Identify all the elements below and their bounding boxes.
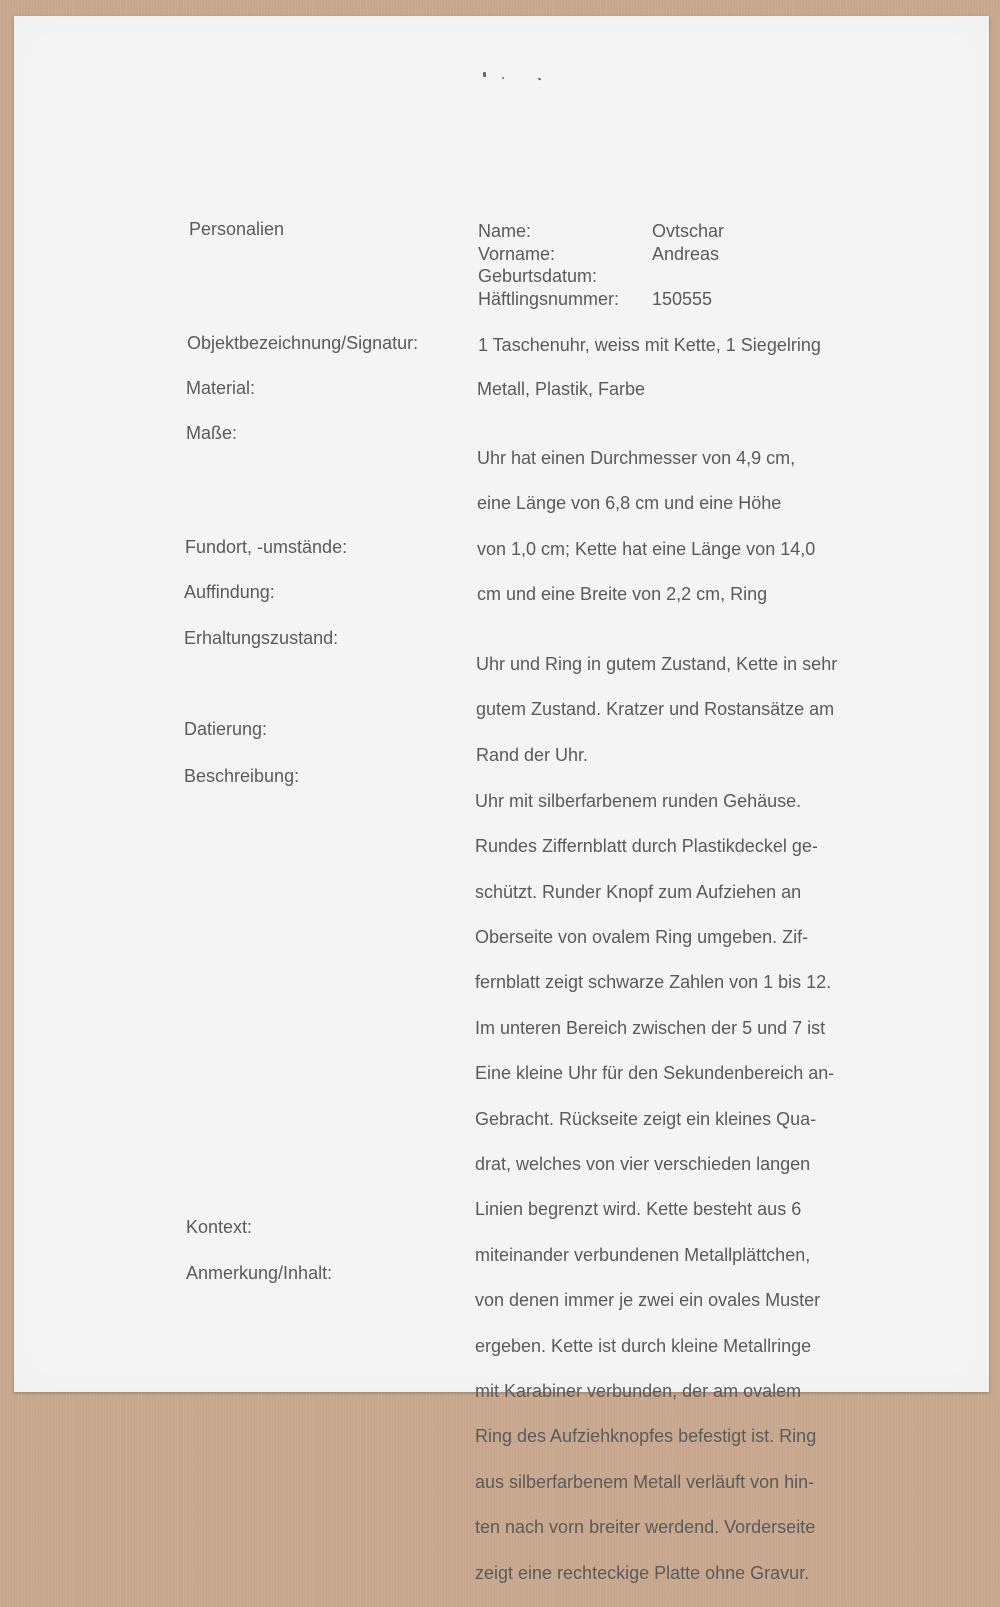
masse-label: Maße:	[186, 423, 238, 443]
ink-mark	[538, 77, 542, 80]
masse-line: von 1,0 cm; Kette hat eine Länge von 14,0	[477, 538, 816, 559]
name-label: Name:	[478, 221, 532, 241]
fundort-label: Fundort, -umstände:	[185, 537, 348, 557]
erhaltungszustand-value	[476, 630, 837, 789]
beschreibung-line: Eine kleine Uhr für den Sekundenbereich an-	[475, 1063, 835, 1084]
beschreibung-line: drat, welches von vier verschieden langen	[475, 1153, 811, 1174]
masse-value	[477, 424, 815, 628]
ink-mark	[502, 77, 504, 79]
auffindung-label: Auffindung:	[184, 582, 275, 602]
anmerkung-label: Anmerkung/Inhalt:	[186, 1263, 333, 1283]
objektbezeichnung-label: Objektbezeichnung/Signatur:	[187, 333, 419, 353]
beschreibung-line: Rundes Ziffernblatt durch Plastikdeckel ge-	[475, 836, 818, 857]
material-label: Material:	[186, 378, 256, 398]
personalien-label: Personalien	[189, 219, 285, 239]
beschreibung-line: von denen immer je zwei ein ovales Muster	[475, 1290, 821, 1311]
vorname-value: Andreas	[652, 244, 720, 264]
ink-marks	[480, 68, 550, 82]
erhaltungszustand-label: Erhaltungszustand:	[184, 628, 339, 648]
name-value: Ovtschar	[652, 221, 725, 241]
kontext-label: Kontext:	[186, 1217, 253, 1237]
ink-mark	[483, 72, 486, 77]
material-value: Metall, Plastik, Farbe	[477, 379, 646, 399]
geburtsdatum-label: Geburtsdatum:	[478, 266, 598, 286]
beschreibung-line: Gebracht. Rückseite zeigt ein kleines Qua-	[475, 1108, 817, 1129]
erhaltung-line: Uhr und Ring in gutem Zustand, Kette in sehr	[476, 653, 838, 674]
beschreibung-line: miteinander verbundenen Metallplättchen,	[475, 1244, 811, 1265]
beschreibung-line: fernblatt zeigt schwarze Zahlen von 1 bis 12.	[475, 972, 832, 993]
beschreibung-line: schützt. Runder Knopf zum Aufziehen an	[475, 881, 802, 902]
beschreibung-line: aus silberfarbenem Metall verläuft von hin-	[475, 1471, 815, 1492]
haeftlingsnummer-label: Häftlingsnummer:	[478, 289, 620, 309]
vorname-label: Vorname:	[478, 244, 556, 264]
beschreibung-line: mit Karabiner verbunden, der am ovalem	[475, 1380, 802, 1401]
objektbezeichnung-value: 1 Taschenuhr, weiss mit Kette, 1 Siegelring	[478, 335, 821, 355]
masse-line: eine Länge von 6,8 cm und eine Höhe	[477, 493, 782, 514]
beschreibung-line: Im unteren Bereich zwischen der 5 und 7 ist	[475, 1017, 826, 1038]
beschreibung-line: zeigt eine rechteckige Platte ohne Gravur.	[475, 1562, 810, 1583]
beschreibung-line: ten nach vorn breiter werdend. Vorderseite	[475, 1517, 816, 1538]
masse-line: Uhr hat einen Durchmesser von 4,9 cm,	[477, 447, 796, 468]
beschreibung-label: Beschreibung:	[184, 766, 300, 786]
beschreibung-line: Linien begrenzt wird. Kette besteht aus 6	[475, 1199, 802, 1220]
erhaltung-line: gutem Zustand. Kratzer und Rostansätze am	[476, 699, 835, 720]
beschreibung-line: ergeben. Kette ist durch kleine Metallringe	[475, 1335, 812, 1356]
beschreibung-line: Uhr mit silberfarbenem runden Gehäuse.	[475, 790, 802, 811]
beschreibung-value	[475, 767, 834, 1607]
datierung-label: Datierung:	[184, 719, 268, 739]
haeftlingsnummer-value: 150555	[652, 289, 713, 309]
masse-line: cm und eine Breite von 2,2 cm, Ring	[477, 583, 768, 604]
beschreibung-line: Ring des Aufziehknopfes befestigt ist. Ring	[475, 1426, 817, 1447]
erhaltung-line: Rand der Uhr.	[476, 744, 589, 765]
beschreibung-line: Oberseite von ovalem Ring umgeben. Zif-	[475, 926, 809, 947]
